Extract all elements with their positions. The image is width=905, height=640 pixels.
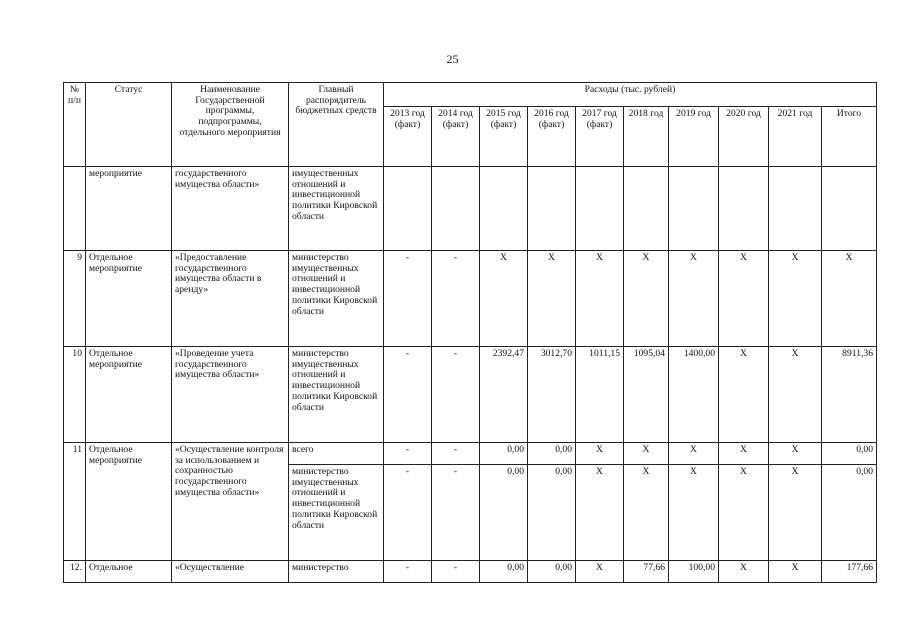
cell-value: 1095,04: [624, 347, 669, 443]
page-number: 25: [446, 52, 459, 66]
row-status: Отдельное: [86, 561, 172, 583]
table-row: [64, 167, 877, 251]
cell-value: X: [719, 347, 769, 443]
header-year: 2021 год: [769, 107, 822, 167]
header-year: 2020 год: [719, 107, 769, 167]
cell-value: [480, 167, 528, 251]
cell-total: 0,00: [822, 465, 877, 561]
row-name: «Предоставление государственного имущества области в аренду»: [172, 251, 289, 347]
cell-value: 0,00: [528, 561, 576, 583]
header-row-1: [64, 83, 877, 107]
cell-total: 0,00: [822, 443, 877, 465]
header-year: 2013 год (факт): [384, 107, 432, 167]
table-row: [64, 347, 877, 443]
cell-value: -: [384, 465, 432, 561]
cell-value: X: [480, 251, 528, 347]
cell-value: X: [719, 251, 769, 347]
row-manager: имущественных отношений и инвестиционной политики Кировской области: [289, 167, 384, 251]
cell-total: 8911,36: [822, 347, 877, 443]
row-num: 12.: [64, 561, 86, 583]
cell-value: 0,00: [528, 443, 576, 465]
cell-value: X: [669, 251, 719, 347]
cell-value: X: [719, 561, 769, 583]
header-status: Статус: [86, 83, 172, 167]
cell-value: -: [432, 561, 480, 583]
cell-value: 0,00: [480, 561, 528, 583]
cell-value: X: [576, 251, 624, 347]
cell-value: [432, 167, 480, 251]
cell-value: X: [719, 443, 769, 465]
row-name: «Осуществление контроля за использованием и сохранностью государственного имущества области»: [172, 443, 289, 561]
row-name: государственного имущества области»: [172, 167, 289, 251]
row-name: «Осуществление: [172, 561, 289, 583]
header-total: Итого: [822, 107, 877, 167]
cell-value: 2392,47: [480, 347, 528, 443]
cell-value: X: [769, 443, 822, 465]
cell-value: -: [432, 347, 480, 443]
cell-value: X: [769, 561, 822, 583]
cell-total: X: [822, 251, 877, 347]
cell-value: 0,00: [480, 443, 528, 465]
cell-total: [822, 167, 877, 251]
cell-value: X: [624, 443, 669, 465]
header-year: 2017 год (факт): [576, 107, 624, 167]
cell-value: X: [669, 443, 719, 465]
cell-value: -: [432, 465, 480, 561]
header-name: Наименование Государственной программы, подпрограммы, отдельного мероприятия: [172, 83, 289, 167]
cell-value: -: [432, 251, 480, 347]
cell-value: X: [624, 465, 669, 561]
cell-value: -: [384, 443, 432, 465]
cell-value: [769, 167, 822, 251]
cell-value: X: [624, 251, 669, 347]
cell-total: 177,66: [822, 561, 877, 583]
cell-value: -: [384, 251, 432, 347]
header-manager: Главный распорядитель бюджетных средств: [289, 83, 384, 167]
header-year: 2016 год (факт): [528, 107, 576, 167]
cell-value: -: [384, 347, 432, 443]
row-manager: министерство имущественных отношений и инвестиционной политики Кировской области: [289, 347, 384, 443]
row-status: Отдельное мероприятие: [86, 347, 172, 443]
table-row: [64, 561, 877, 583]
cell-value: [669, 167, 719, 251]
row-name: «Проведение учета государственного имущества области»: [172, 347, 289, 443]
row-status: Отдельное мероприятие: [86, 443, 172, 561]
row-num: 10: [64, 347, 86, 443]
cell-value: -: [384, 561, 432, 583]
cell-value: 1400,00: [669, 347, 719, 443]
budget-table: [63, 82, 877, 583]
row-num: [64, 167, 86, 251]
row-manager: министерство: [289, 561, 384, 583]
cell-value: X: [576, 443, 624, 465]
cell-value: 3012,70: [528, 347, 576, 443]
row-status: мероприятие: [86, 167, 172, 251]
cell-value: X: [576, 465, 624, 561]
row-num: 9: [64, 251, 86, 347]
header-year: 2015 год (факт): [480, 107, 528, 167]
table-row: [64, 443, 877, 465]
cell-value: 1011,15: [576, 347, 624, 443]
header-year: 2018 год: [624, 107, 669, 167]
cell-value: X: [719, 465, 769, 561]
cell-value: [719, 167, 769, 251]
cell-value: X: [769, 251, 822, 347]
row-num: 11: [64, 443, 86, 561]
cell-value: [384, 167, 432, 251]
cell-value: X: [769, 465, 822, 561]
header-expenses: Расходы (тыс. рублей): [384, 83, 877, 107]
row-manager: министерство имущественных отношений и инвестиционной политики Кировской области: [289, 251, 384, 347]
cell-value: [576, 167, 624, 251]
cell-value: 0,00: [480, 465, 528, 561]
header-year: 2019 год: [669, 107, 719, 167]
cell-value: 0,00: [528, 465, 576, 561]
cell-value: X: [576, 561, 624, 583]
row-manager: министерство имущественных отношений и инвестиционной политики Кировской области: [289, 465, 384, 561]
table-row: [64, 251, 877, 347]
cell-value: 100,00: [669, 561, 719, 583]
cell-value: [624, 167, 669, 251]
cell-value: [528, 167, 576, 251]
header-num: № п/п: [64, 83, 86, 167]
row-status: Отдельное мероприятие: [86, 251, 172, 347]
cell-value: 77,66: [624, 561, 669, 583]
cell-value: X: [669, 465, 719, 561]
cell-value: X: [528, 251, 576, 347]
header-year: 2014 год (факт): [432, 107, 480, 167]
row-manager: всего: [289, 443, 384, 465]
cell-value: X: [769, 347, 822, 443]
cell-value: -: [432, 443, 480, 465]
